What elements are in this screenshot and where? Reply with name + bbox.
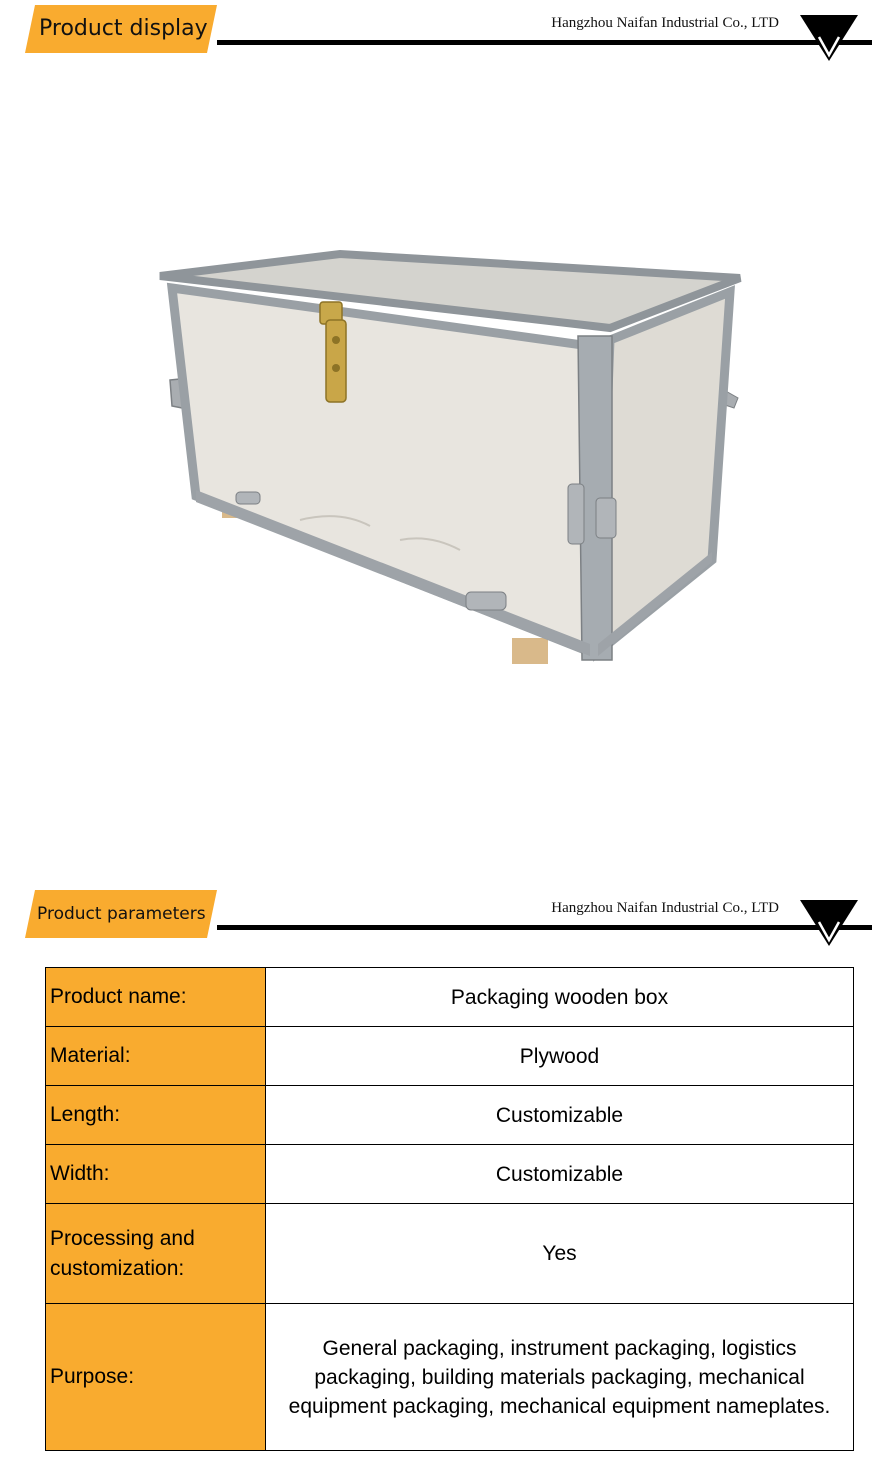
table-row xyxy=(46,1145,854,1204)
param-value: Customizable xyxy=(266,1145,854,1204)
param-key: Material: xyxy=(46,1027,266,1086)
product-display-header xyxy=(0,5,895,65)
table-row xyxy=(46,1304,854,1451)
table-row xyxy=(46,968,854,1027)
param-value: General packaging, instrument packaging, logistics packaging, building materials packaging, mechanical equipment packaging, mechanical equipment nameplates. xyxy=(266,1304,854,1451)
table-row xyxy=(46,1086,854,1145)
section-tag xyxy=(25,5,217,53)
param-value: Packaging wooden box xyxy=(266,968,854,1027)
v-logo-icon xyxy=(800,900,858,948)
param-value: Plywood xyxy=(266,1027,854,1086)
header-rule xyxy=(217,925,872,930)
v-logo-icon xyxy=(800,15,858,63)
section-tag xyxy=(25,890,217,938)
header-rule xyxy=(217,40,872,45)
table-row xyxy=(46,1204,854,1304)
wooden-box-photo xyxy=(150,240,750,680)
param-key: Product name: xyxy=(46,968,266,1027)
param-key: Purpose: xyxy=(46,1304,266,1451)
table-row xyxy=(46,1027,854,1086)
param-key: Length: xyxy=(46,1086,266,1145)
company-name: Hangzhou Naifan Industrial Co., LTD xyxy=(551,900,779,916)
parameters-table xyxy=(45,967,854,1451)
company-name: Hangzhou Naifan Industrial Co., LTD xyxy=(551,15,779,31)
param-key: Processing and customization: xyxy=(46,1204,266,1304)
param-value: Yes xyxy=(266,1204,854,1304)
section-title: Product parameters xyxy=(37,904,206,924)
param-key: Width: xyxy=(46,1145,266,1204)
param-value: Customizable xyxy=(266,1086,854,1145)
product-parameters-header xyxy=(0,890,895,950)
section-title: Product display xyxy=(39,16,208,41)
